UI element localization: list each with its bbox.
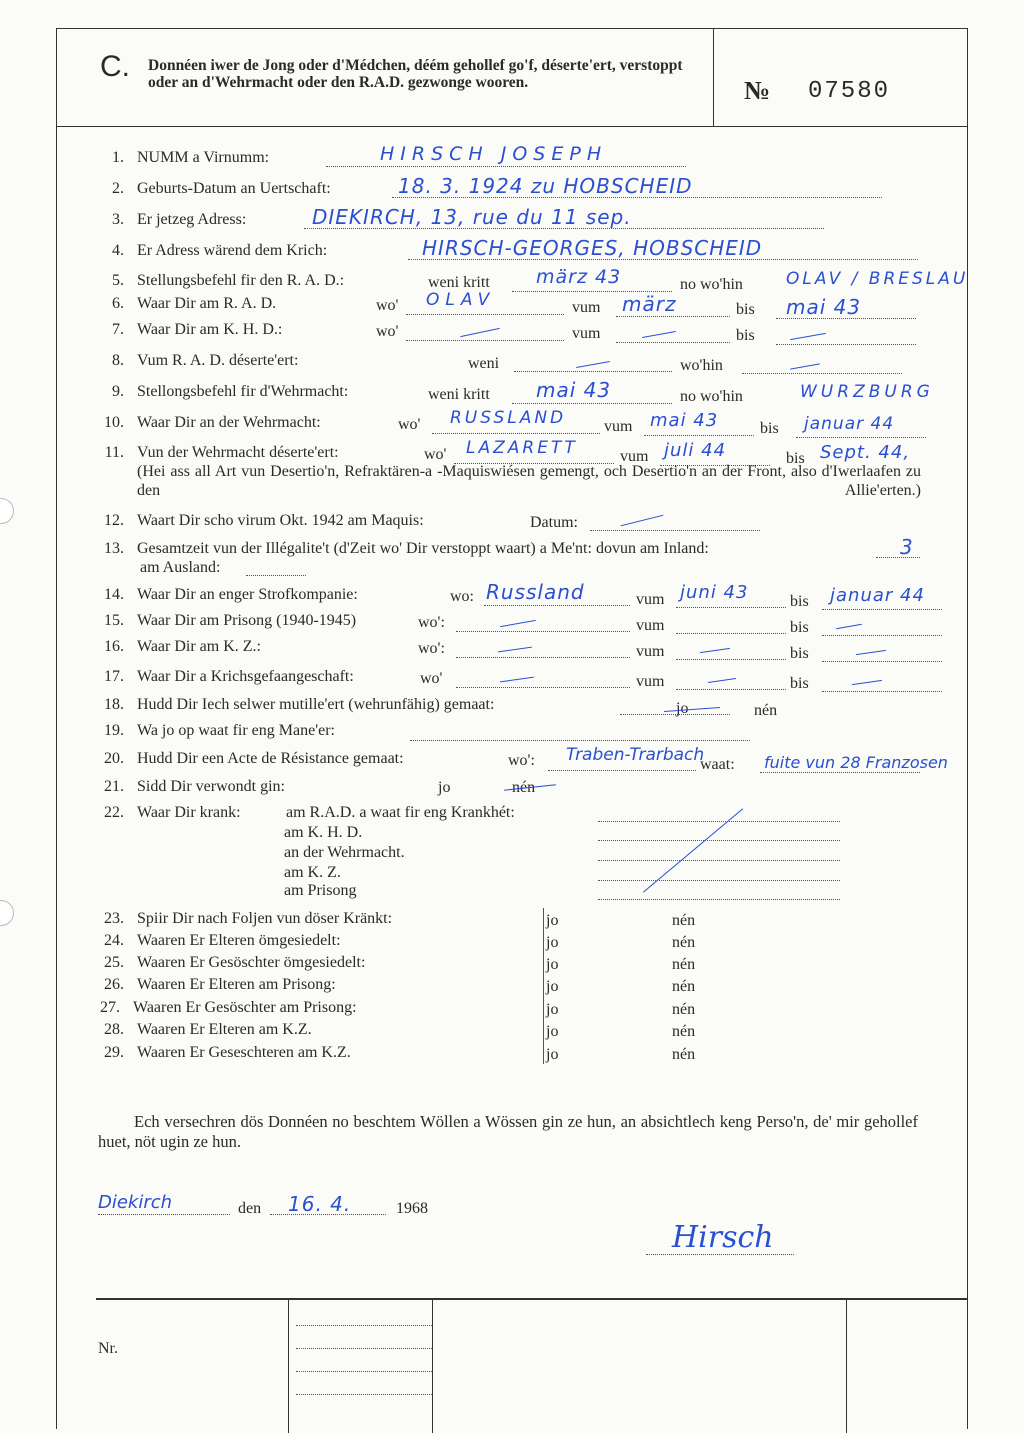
fill-line (760, 772, 920, 773)
handwritten-address: DIEKIRCH, 13, rue du 11 sep. (312, 205, 632, 229)
signed-date: 16. 4. (288, 1192, 352, 1216)
field-label: bis (736, 301, 755, 318)
item-label: Waart Dir scho virum Okt. 1942 am Maquis: (137, 512, 424, 529)
item-label: Waar Dir am R. A. D. (137, 295, 277, 312)
form-title: Donnéen iwer de Jong oder d'Médchen, déém gehollef go'f, déserte'ert, verstoppt oder an d'Wehrmacht oder den R.A.D. gezwonge wooren. (148, 57, 683, 91)
field-label: vum (604, 418, 633, 435)
fill-line (456, 631, 630, 632)
fill-line (676, 607, 786, 608)
answer-nen: nén (754, 702, 778, 719)
field-label: vum (636, 617, 665, 634)
field-label: wo'hin (680, 357, 723, 374)
item-number: 5. (112, 272, 124, 289)
punch-hole (0, 498, 14, 524)
fill-line (326, 166, 686, 167)
item-label: Waaren Er Elteren am Prisong: (137, 976, 336, 993)
handwritten-value: Sept. 44, (820, 442, 911, 463)
field-label: no wo'hin (680, 276, 743, 293)
handwritten-value: märz (622, 292, 677, 316)
illness-option: am R.A.D. a waat fir eng Krankhét: (286, 804, 515, 821)
item-label: Spiir Dir nach Foljen vun döser Kränkt: (137, 910, 393, 927)
field-label: wo' (376, 297, 399, 314)
fill-line (598, 899, 840, 900)
answer-nen: nén (672, 1001, 696, 1018)
field-label: vum (636, 643, 665, 660)
footer-fill-line (296, 1325, 432, 1326)
item-label: NUMM a Virnumm: (137, 149, 270, 166)
field-label: wo': (508, 752, 535, 769)
item-number: 28. (104, 1021, 124, 1038)
section-letter: C. (100, 50, 130, 83)
fill-line (512, 403, 672, 404)
handwritten-value: januar 44 (830, 585, 925, 606)
field-label: weni kritt (428, 386, 490, 403)
item-number: 14. (104, 586, 124, 603)
fill-line (616, 342, 730, 343)
field-label: am Ausland: (140, 559, 221, 576)
field-label: vum (636, 591, 665, 608)
fill-line (822, 609, 942, 610)
illness-option: am K. H. D. (284, 824, 363, 841)
number-label: № (744, 76, 771, 105)
item-number: 25. (104, 954, 124, 971)
jo-strike-vertical (543, 908, 544, 1064)
handwritten-value: januar 44 (804, 414, 895, 434)
fill-line (598, 840, 840, 841)
item-number: 3. (112, 211, 124, 228)
fill-line (822, 661, 942, 662)
fill-line (676, 633, 786, 634)
answer-nen: nén (672, 1046, 696, 1063)
answer-jo: jo (546, 1023, 559, 1040)
item-number: 23. (104, 910, 124, 927)
fill-line (796, 437, 926, 438)
item-number: 7. (112, 321, 124, 338)
item-label: Waaren Er Geseschteren am K.Z. (137, 1044, 351, 1061)
footer-fill-line (296, 1394, 432, 1395)
item-number: 2. (112, 180, 124, 197)
handwritten-value: OLAV / BRESLAU (786, 269, 969, 289)
signature: Hirsch (672, 1220, 774, 1255)
den-label: den (238, 1200, 262, 1217)
item-label: Waar Dir am K. H. D.: (137, 321, 283, 338)
handwritten-value: mai 43 (650, 410, 719, 431)
answer-jo: jo (546, 934, 559, 951)
item-number: 24. (104, 932, 124, 949)
footer-column-divider (432, 1298, 433, 1433)
desertion-note: (Hei ass all Art vun Desertio'n, Refraktären-a -Maquiswiésen gemengt, och Desertio'n an der Front, also d'Iwerlaafen zu den Allie'erten.) (137, 463, 921, 499)
field-label: vum (572, 299, 601, 316)
fill-line (676, 659, 786, 660)
handwritten-name: HIRSCH JOSEPH (380, 143, 608, 165)
fill-line (676, 689, 786, 690)
item-number: 19. (104, 722, 124, 739)
fill-line (548, 770, 696, 771)
field-label: bis (790, 675, 809, 692)
fill-line (620, 714, 730, 715)
item-label: Waar Dir an der Wehrmacht: (137, 414, 321, 431)
field-label: vum (572, 325, 601, 342)
answer-nen: nén (672, 934, 696, 951)
footer-divider (96, 1298, 968, 1300)
field-label: wo' (376, 323, 399, 340)
fill-line (456, 657, 630, 658)
field-label: wo' (420, 670, 443, 687)
item-label: Waaren Er Elteren am K.Z. (137, 1021, 312, 1038)
handwritten-value: LAZARETT (466, 438, 578, 458)
footer-fill-line (296, 1348, 432, 1349)
field-label: Datum: (530, 514, 578, 531)
footer-column-divider (846, 1298, 847, 1433)
item-label: Stellungsbefehl fir den R. A. D.: (137, 272, 345, 289)
item-label: Waar Dir am K. Z.: (137, 638, 261, 655)
item-number: 26. (104, 976, 124, 993)
fill-line (822, 691, 942, 692)
field-label: bis (790, 593, 809, 610)
field-label: bis (786, 450, 805, 467)
item-label: Er Adress wärend dem Krich: (137, 242, 328, 259)
answer-nen: nén (672, 978, 696, 995)
item-number: 15. (104, 612, 124, 629)
answer-nen: nén (512, 779, 536, 796)
answer-jo: jo (438, 779, 451, 796)
item-label: Hudd Dir een Acte de Résistance gemaat: (137, 750, 404, 767)
handwritten-value: WURZBURG (800, 382, 934, 402)
fill-line (484, 605, 630, 606)
handwritten-value: juni 43 (680, 582, 749, 603)
item-label: Geburts-Datum an Uertschaft: (137, 180, 331, 197)
item-number: 6. (112, 295, 124, 312)
field-label: bis (790, 645, 809, 662)
field-label: vum (636, 673, 665, 690)
item-number: 11. (104, 444, 124, 461)
handwritten-value: mai 43 (786, 295, 862, 319)
field-label: wo' (424, 446, 447, 463)
field-label: bis (736, 327, 755, 344)
handwritten-birth: 18. 3. 1924 zu HOBSCHEID (398, 174, 693, 198)
signed-place: Diekirch (98, 1192, 173, 1213)
item-label: Gesamtzeit vun der Illégalite't (d'Zeit wo' Dir verstoppt waart) a Me'nt: dovun am Inland: (137, 540, 709, 557)
field-label: wo: (450, 588, 474, 605)
item-number: 12. (104, 512, 124, 529)
item-number: 13. (104, 540, 124, 557)
item-number: 27. (100, 999, 120, 1016)
item-label: Waar Dir an enger Strofkompanie: (137, 586, 358, 603)
item-label: Sidd Dir verwondt gin: (137, 778, 285, 795)
handwritten-value: Traben-Trarbach (566, 745, 705, 765)
handwritten-value: fuite vun 28 Franzosen (764, 753, 948, 772)
item-number: 9. (112, 383, 124, 400)
illness-option: am K. Z. (284, 864, 341, 881)
fill-line (598, 860, 840, 861)
answer-jo: jo (546, 978, 559, 995)
item-label: Waar Dir am Prisong (1940-1945) (137, 612, 357, 629)
answer-jo: jo (546, 1046, 559, 1063)
item-label: Er jetzeg Adress: (137, 211, 247, 228)
field-label: weni (468, 355, 500, 372)
fill-line (406, 340, 564, 341)
item-label: Vun der Wehrmacht déserte'ert: (137, 444, 339, 461)
item-number: 4. (112, 242, 124, 259)
item-number: 8. (112, 352, 124, 369)
fill-line (432, 433, 600, 434)
fill-line (644, 435, 754, 436)
footer-fill-line (296, 1371, 432, 1372)
fill-line (598, 880, 840, 881)
item-label: Waar Dir a Krichsgefaangeschaft: (137, 668, 354, 685)
item-number: 29. (104, 1044, 124, 1061)
fill-line (514, 371, 672, 372)
illness-option: an der Wehrmacht. (284, 844, 405, 861)
item-number: 10. (104, 414, 124, 431)
item-label: Hudd Dir Iech selwer mutille'ert (wehrunfähig) gemaat: (137, 696, 495, 713)
answer-jo: jo (546, 1001, 559, 1018)
footer-column-divider (288, 1298, 289, 1433)
fill-line (616, 316, 730, 317)
illness-option: am Prisong (284, 882, 357, 899)
field-label: weni kritt (428, 274, 490, 291)
answer-nen: nén (672, 956, 696, 973)
item-number: 1. (112, 149, 124, 166)
fill-line (742, 373, 902, 374)
field-label: no wo'hin (680, 388, 743, 405)
item-label: Wa jo op waat fir eng Mane'er: (137, 722, 335, 739)
fill-line (246, 575, 306, 576)
item-label: Waar Dir krank: (137, 804, 241, 821)
field-label: wo': (418, 614, 445, 631)
fill-line (822, 635, 942, 636)
handwritten-value: 3 (900, 535, 914, 559)
handwritten-value: juli 44 (664, 440, 727, 461)
answer-jo: jo (676, 700, 689, 717)
item-number: 20. (104, 750, 124, 767)
item-number: 21. (104, 778, 124, 795)
handwritten-value: mai 43 (536, 378, 612, 402)
header-divider (56, 126, 968, 127)
fill-line (406, 314, 564, 315)
fill-line (598, 821, 840, 822)
punch-hole (0, 900, 14, 926)
item-label: Stellongsbefehl fir d'Wehrmacht: (137, 383, 349, 400)
footer-nr-label: Nr. (98, 1340, 118, 1357)
declaration-text: Ech versechren dös Donnéen no beschtem Wöllen a Wössen gin ze hun, an absichtlech keng Perso'n, de' mir gehollef huet, nöt ugin ze hun. (98, 1112, 918, 1151)
field-label: vum (620, 448, 649, 465)
item-label: Waaren Er Elteren ömgesiedelt: (137, 932, 341, 949)
field-label: wo': (418, 640, 445, 657)
item-number: 18. (104, 696, 124, 713)
item-number: 16. (104, 638, 124, 655)
item-label: Vum R. A. D. déserte'ert: (137, 352, 299, 369)
answer-nen: nén (672, 912, 696, 929)
item-number: 22. (104, 804, 124, 821)
fill-line (456, 687, 630, 688)
handwritten-value: Russland (486, 580, 585, 604)
answer-nen: nén (672, 1023, 696, 1040)
handwritten-war-address: HIRSCH-GEORGES, HOBSCHEID (422, 236, 763, 260)
field-label: bis (760, 420, 779, 437)
field-label: wo' (398, 416, 421, 433)
fill-line (590, 530, 760, 531)
item-number: 17. (104, 668, 124, 685)
form-number: 07580 (808, 78, 891, 105)
field-label: bis (790, 619, 809, 636)
item-label: Waaren Er Gesöschter am Prisong: (133, 999, 357, 1016)
fill-line (776, 344, 916, 345)
number-divider (713, 28, 714, 127)
fill-line (410, 740, 750, 741)
item-label: Waaren Er Gesöschter ömgesiedelt: (137, 954, 366, 971)
answer-jo: jo (546, 956, 559, 973)
signed-year: 1968 (396, 1200, 428, 1217)
field-label: waat: (700, 756, 735, 773)
handwritten-value: OLAV (426, 290, 496, 310)
place-line (98, 1214, 230, 1215)
answer-jo: jo (546, 912, 559, 929)
handwritten-value: märz 43 (536, 266, 622, 288)
handwritten-value: RUSSLAND (450, 408, 567, 428)
